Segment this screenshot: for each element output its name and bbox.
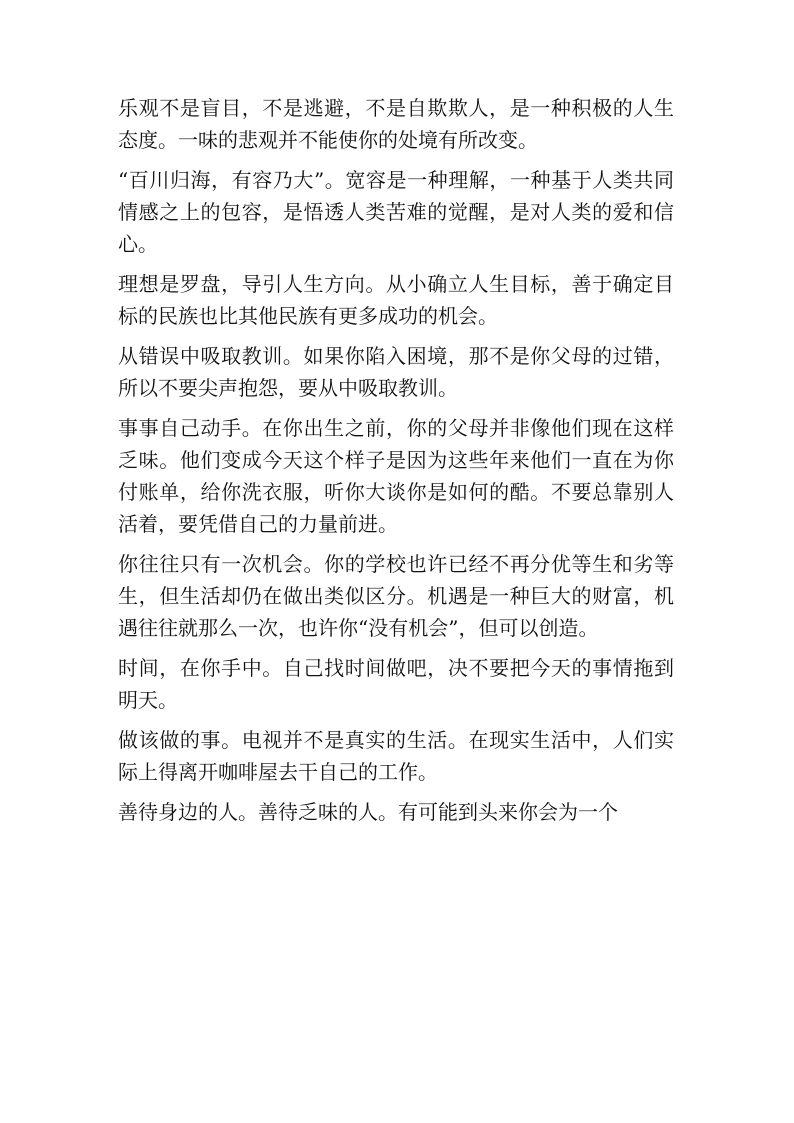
document-page [118, 92, 674, 836]
paragraph-learn-from-mistakes: 从错误中吸取教训。如果你陷入困境，那不是你父母的过错，所以不要尖声抱怨，要从中吸取教训。 [118, 344, 674, 400]
paragraph-one-chance: 你往往只有一次机会。你的学校也许已经不再分优等生和劣等生，但生活却仍在做出类似区分。机遇是一种巨大的财富，机遇往往就那么一次，也许你“没有机会”，但可以创造。 [118, 552, 674, 640]
paragraph-ideals: 理想是罗盘，导引人生方向。从小确立人生目标，善于确定目标的民族也比其他民族有更多成功的机会。 [118, 272, 674, 328]
paragraph-tolerance: “百川归海，有容乃大”。宽容是一种理解，一种基于人类共同情感之上的包容，是悟透人类苦难的觉醒，是对人类的爱和信心。 [118, 168, 674, 256]
paragraph-be-kind: 善待身边的人。善待乏味的人。有可能到头来你会为一个 [118, 800, 618, 824]
paragraph-optimism: 乐观不是盲目，不是逃避，不是自欺欺人，是一种积极的人生态度。一味的悲观并不能使你的处境有所改变。 [118, 96, 674, 152]
paragraph-time: 时间，在你手中。自己找时间做吧，决不要把今天的事情拖到明天。 [118, 656, 674, 712]
paragraph-do-your-work: 做该做的事。电视并不是真实的生活。在现实生活中，人们实际上得离开咖啡屋去干自己的工作。 [118, 728, 674, 784]
paragraph-self-reliance: 事事自己动手。在你出生之前，你的父母并非像他们现在这样乏味。他们变成今天这个样子是因为这些年来他们一直在为你付账单，给你洗衣服，听你大谈你是如何的酷。不要总靠别人活着，要凭借自己的力量前进。 [118, 416, 674, 536]
